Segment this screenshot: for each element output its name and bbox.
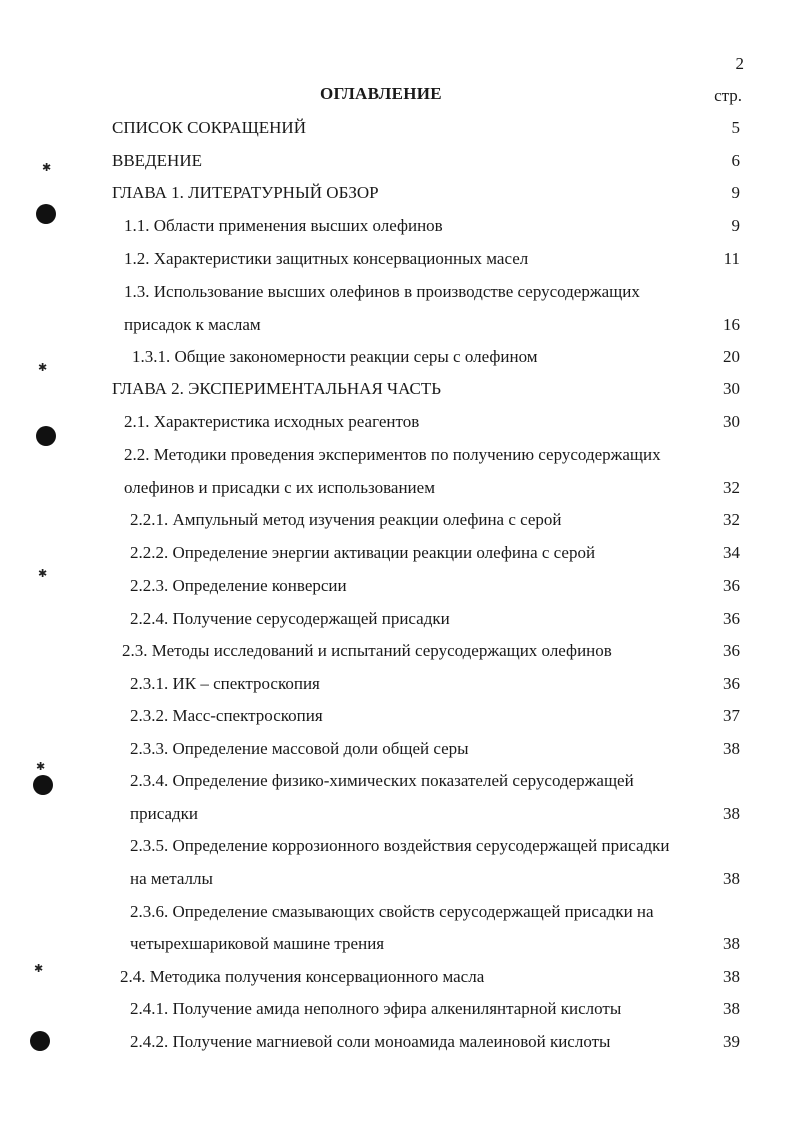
page-number: 2 <box>735 54 744 73</box>
toc-entry-page: 38 <box>723 999 740 1018</box>
toc-entry-text: 1.2. Характеристики защитных консервационных масел <box>124 249 529 268</box>
scan-speck: ✱ <box>42 162 52 174</box>
toc-entry-text: ГЛАВА 1. ЛИТЕРАТУРНЫЙ ОБЗОР <box>112 183 379 202</box>
scan-speck: ✱ <box>34 963 44 975</box>
toc-entry-page: 11 <box>723 249 740 268</box>
toc-entry-page: 30 <box>723 412 740 431</box>
toc-entry-text: 2.3. Методы исследований и испытаний серусодержащих олефинов <box>122 641 612 660</box>
toc-entry-text: 2.3.5. Определение коррозионного воздействия серусодержащей присадки <box>130 836 670 855</box>
toc-entry-page: 9 <box>731 216 740 235</box>
toc-entry-text: присадок к маслам <box>124 315 261 334</box>
toc-entry-page: 36 <box>723 576 740 595</box>
binder-hole <box>30 1031 50 1051</box>
toc-entry-page: 36 <box>723 674 740 693</box>
toc-entry-page: 36 <box>723 609 740 628</box>
toc-entry-text: 2.4.1. Получение амида неполного эфира алкенилянтарной кислоты <box>130 999 622 1018</box>
toc-entry-page: 32 <box>723 478 740 497</box>
page-title: ОГЛАВЛЕНИЕ <box>320 84 442 103</box>
toc-entry-page: 34 <box>723 543 740 562</box>
toc-entry-text: присадки <box>130 804 198 823</box>
toc-entry-text: 2.3.2. Масс-спектроскопия <box>130 706 323 725</box>
toc-entry-text: СПИСОК СОКРАЩЕНИЙ <box>112 118 306 137</box>
toc-entry-text: на металлы <box>130 869 213 888</box>
toc-entry-page: 38 <box>723 869 740 888</box>
toc-entry-text: 1.3.1. Общие закономерности реакции серы с олефином <box>132 347 538 366</box>
toc-entry-text: 2.2. Методики проведения экспериментов по получению серусодержащих <box>124 445 661 464</box>
binder-hole <box>36 426 56 446</box>
scan-speck: ✱ <box>38 568 48 580</box>
binder-hole <box>33 775 53 795</box>
toc-entry-text: олефинов и присадки с их использованием <box>124 478 435 497</box>
toc-entry-page: 37 <box>723 706 740 725</box>
toc-entry-text: 2.2.4. Получение серусодержащей присадки <box>130 609 450 628</box>
toc-entry-text: 2.3.3. Определение массовой доли общей серы <box>130 739 469 758</box>
toc-entry-text: 2.4.2. Получение магниевой соли моноамида малеиновой кислоты <box>130 1032 611 1051</box>
toc-entry-text: 2.3.4. Определение физико-химических показателей серусодержащей <box>130 771 634 790</box>
toc-entry-page: 38 <box>723 967 740 986</box>
toc-entry-text: 2.2.2. Определение энергии активации реакции олефина с серой <box>130 543 596 562</box>
toc-entry-page: 38 <box>723 934 740 953</box>
toc-entry-page: 38 <box>723 804 740 823</box>
toc-entry-text: 1.3. Использование высших олефинов в производстве серусодержащих <box>124 282 640 301</box>
toc-entry-page: 9 <box>731 183 740 202</box>
toc-entry-page: 16 <box>723 315 740 334</box>
toc-entry-page: 38 <box>723 739 740 758</box>
scan-speck: ✱ <box>38 362 48 374</box>
toc-entry-text: 1.1. Области применения высших олефинов <box>124 216 443 235</box>
toc-entry-page: 20 <box>723 347 740 366</box>
binder-hole <box>36 204 56 224</box>
toc-entry-page: 5 <box>731 118 740 137</box>
page-column-header: стр. <box>714 86 742 105</box>
toc-entry-text: четырехшариковой машине трения <box>130 934 385 953</box>
toc-entry-text: 2.3.1. ИК – спектроскопия <box>130 674 320 693</box>
toc-entry-page: 39 <box>723 1032 740 1051</box>
toc-entry-text: 2.1. Характеристика исходных реагентов <box>124 412 420 431</box>
scan-speck: ✱ <box>36 761 46 773</box>
toc-entry-text: 2.2.1. Ампульный метод изучения реакции олефина с серой <box>130 510 562 529</box>
toc-entry-page: 6 <box>731 151 740 170</box>
toc-entry-page: 36 <box>723 641 740 660</box>
toc-entry-text: 2.4. Методика получения консервационного масла <box>120 967 485 986</box>
toc-entry-page: 30 <box>723 379 740 398</box>
toc-entry-text: 2.3.6. Определение смазывающих свойств серусодержащей присадки на <box>130 902 654 921</box>
toc-entry-text: 2.2.3. Определение конверсии <box>130 576 347 595</box>
toc-entry-text: ГЛАВА 2. ЭКСПЕРИМЕНТАЛЬНАЯ ЧАСТЬ <box>112 379 442 398</box>
toc-entry-page: 32 <box>723 510 740 529</box>
toc-entry-text: ВВЕДЕНИЕ <box>112 151 202 170</box>
